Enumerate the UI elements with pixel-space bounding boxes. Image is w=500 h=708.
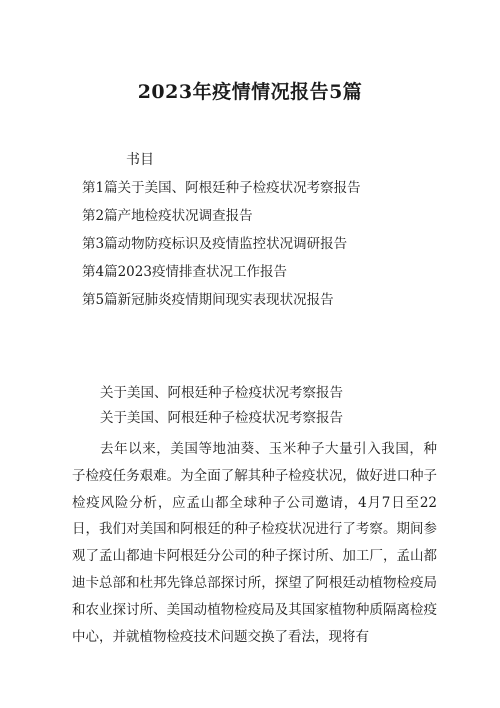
toc-item[interactable]: 第1篇关于美国、阿根廷种子检疫状况考察报告	[82, 180, 361, 196]
toc-item[interactable]: 第3篇动物防疫标识及疫情监控状况调研报告	[82, 236, 348, 252]
section-heading: 关于美国、阿根廷种子检疫状况考察报告	[100, 385, 343, 401]
toc-item[interactable]: 第4篇2023疫情排查状况工作报告	[82, 264, 287, 280]
section-subheading: 关于美国、阿根廷种子检疫状况考察报告	[100, 410, 343, 426]
toc-item[interactable]: 第2篇产地检疫状况调查报告	[82, 208, 253, 224]
section	[72, 384, 437, 650]
page-title: 2023年疫情情况报告5篇	[137, 81, 363, 103]
toc-heading: 书目	[126, 152, 154, 168]
toc-item[interactable]: 第5篇新冠肺炎疫情期间现实表现状况报告	[82, 292, 334, 308]
table-of-contents	[82, 179, 361, 319]
body-paragraph: 去年以来，美国等地油葵、玉米种子大量引入我国，种子检疫任务艰难。为全面了解其种子检疫状况，做好进口种子检疫风险分析，应孟山都全球种子公司邀请，4月7日至22日，我们对美国和阿根廷的种子检疫状况进行了考察。期间参观了孟山都迪卡阿根廷分公司的种子探讨所、加工厂，孟山都迪卡总部和杜邦先锋总部探讨所，探望了阿根廷动植物检疫局和农业探讨所、美国动植物检疫局及其国家植物种质隔离检疫中心，并就植物检疫技术问题交换了看法，现将有	[72, 441, 437, 645]
